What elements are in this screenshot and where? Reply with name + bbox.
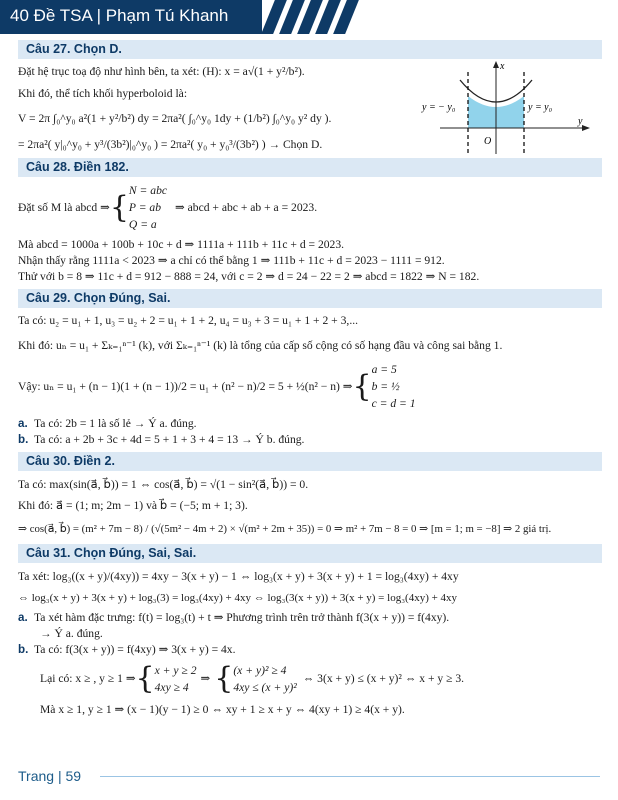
right-bound-label: y = y₀ xyxy=(528,102,553,113)
y-axis-label: y xyxy=(578,116,583,127)
q31-system-a xyxy=(155,662,197,696)
q29-system-line xyxy=(18,361,602,412)
q29-system xyxy=(372,361,416,412)
q27-heading: Câu 27. Chọn D. xyxy=(18,40,602,59)
q29-sys-2: b = ½ xyxy=(371,380,400,393)
q29-sys-3: c = d = 1 xyxy=(371,397,416,410)
origin-label: O xyxy=(484,136,492,147)
q28-line-3: Nhận thấy rằng 1111a < 2023 ⇒ a chỉ có thể bằng 1 ⇒ 111b + 11c + d = 2023 − 1111 = 912. xyxy=(18,254,445,267)
q31-b-label: b. xyxy=(18,643,29,656)
q28-heading: Câu 28. Điền 182. xyxy=(18,158,602,177)
q28-system xyxy=(129,182,167,233)
q29-line-1: Ta có: u₂ = u₁ + 1, u₃ = u₂ + 2 = u₁ + 1 + 2, u₄ = u₃ + 3 = u₁ + 1 + 2 + 3,... xyxy=(18,314,359,327)
q29-option-a xyxy=(18,416,602,432)
q30-line-2: Khi đó: a⃗ = (1; m; 2m − 1) và b⃗ = (−5; m + 1; 3). xyxy=(18,499,248,512)
left-bound-label: y = − y₀ xyxy=(422,102,456,113)
q30-heading: Câu 30. Điền 2. xyxy=(18,452,602,471)
q31-option-b xyxy=(18,642,602,658)
q28-system-line xyxy=(18,182,602,233)
q29-b-text: Ta có: a + 2b + 3c + 4d = 5 + 1 + 3 + 4 = 13 → Ý b. đúng. xyxy=(34,433,305,446)
solutions-content xyxy=(18,40,602,718)
q27-formula-1: V = 2π ∫₀^y₀ a²(1 + y²/b²) dy = 2πa²( ∫₀^y₀ 1dy + (1/b²) ∫₀^y₀ y² dy ). xyxy=(18,112,332,125)
q31-sysB-2: 4xy ≤ (x + y)² xyxy=(233,681,297,694)
page-footer: Trang | 59 xyxy=(18,768,82,784)
q29-sys-1: a = 5 xyxy=(371,363,397,376)
q29-brace: { xyxy=(352,368,372,404)
q29-a-label: a. xyxy=(18,417,28,430)
q31-brace-a: { xyxy=(135,661,155,696)
q28-after: ⇒ abcd + abc + ab + a = 2023. xyxy=(175,200,318,214)
q31-a-conclusion: → Ý a. đúng. xyxy=(40,627,103,640)
q31-option-a xyxy=(18,610,602,626)
q31-b-l2b: ⇔ 3(x + y) ≤ (x + y)² ⇔ x + y ≥ 3. xyxy=(302,672,465,685)
header-title: 40 Đề TSA | Phạm Tú Khanh xyxy=(10,6,229,25)
q29-b-label: b. xyxy=(18,433,29,446)
q30-line-1: Ta có: max(sin(a⃗, b⃗)) = 1 ⇔ cos(a⃗, b⃗) = √(1 − sin²(a⃗, b⃗)) = 0. xyxy=(18,478,309,491)
q31-brace-b: { xyxy=(214,661,234,696)
q31-heading: Câu 31. Chọn Đúng, Sai, Sai. xyxy=(18,544,602,563)
q27-formula-2: = 2πa²( y|₀^y₀ + y³/(3b²)|₀^y₀ ) = 2πa²( y₀ + y₀³/(3b²) ) → Chọn D. xyxy=(18,138,323,151)
q28-brace: { xyxy=(109,189,129,225)
q31-sysA-1: x + y ≥ 2 xyxy=(154,664,197,677)
q29-line-2: Khi đó: uₙ = u₁ + Σₖ₌₁ⁿ⁻¹ (k), với Σₖ₌₁ⁿ⁻¹ (k) là tổng của cấp số cộng có số hạng đầu và công sai bằng 1. xyxy=(18,339,503,352)
q28-line-4: Thử với b = 8 ⇒ 11c + d = 912 − 888 = 24, với c = 2 ⇒ d = 24 − 22 = 2 ⇒ abcd = 1822 ⇒ N = 182. xyxy=(18,270,480,283)
q30-line-3: ⇒ cos(a⃗, b⃗) = (m² + 7m − 8) / (√(5m² − 4m + 2) × √(m² + 2m + 35)) = 0 ⇒ m² + 7m − 8 = 0 ⇒ [m = 1; m = −8] ⇒ 2 giá trị. xyxy=(18,523,552,535)
q31-b-text: Ta có: f(3(x + y)) = f(4xy) ⇒ 3(x + y) = 4x. xyxy=(34,643,236,656)
q28-line-2: Mà abcd = 1000a + 100b + 10c + d ⇒ 1111a + 111b + 11c + d = 2023. xyxy=(18,238,345,251)
q28-sys-3: Q = a xyxy=(128,218,157,231)
q27-line-2: Khi đó, thể tích khối hyperboloid là: xyxy=(18,87,188,100)
q27-line-1: Đặt hệ trục toạ độ như hình bên, ta xét: (H): x = a√(1 + y²/b²). xyxy=(18,65,305,78)
q31-b-system-line xyxy=(18,662,602,696)
q28-sys-2: P = ab xyxy=(128,201,162,214)
q31-sysB-1: (x + y)² ≥ 4 xyxy=(233,664,287,677)
footer-rule xyxy=(100,776,600,777)
q31-a-text: Ta xét hàm đặc trưng: f(t) = log₃(t) + t ⇒ Phương trình trên trở thành f(3(x + y)) = f(4xy). xyxy=(34,611,450,624)
q31-a-label: a. xyxy=(18,611,28,624)
q28-sys-1: N = abc xyxy=(128,184,168,197)
q29-option-b xyxy=(18,432,602,448)
x-axis-label: x xyxy=(500,61,505,72)
q31-b-line-3: Mà x ≥ 1, y ≥ 1 ⇒ (x − 1)(y − 1) ≥ 0 ⇔ xy + 1 ≥ x + y ⇔ 4(xy + 1) ≥ 4(x + y). xyxy=(40,703,405,716)
q28-intro: Đặt số M là abcd ⇒ xyxy=(18,200,110,214)
q29-heading: Câu 29. Chọn Đúng, Sai. xyxy=(18,289,602,308)
q31-system-b xyxy=(233,662,296,696)
q31-line-2: ⇔ log₃(x + y) + 3(x + y) + log₃(3) = log₃(4xy) + 4xy ⇔ log₃(3(x + y)) + 3(x + y) = log₃(4xy) + 4xy xyxy=(18,592,458,604)
q29-a-text: Ta có: 2b = 1 là số lẻ → Ý a. đúng. xyxy=(34,417,197,430)
q31-line-1: Ta xét: log₃((x + y)/(4xy)) = 4xy − 3(x + y) − 1 ⇔ log₃(x + y) + 3(x + y) + 1 = log₃(4xy) + 4xy xyxy=(18,570,459,583)
q31-b-l2a: Lại có: x ≥ , y ≥ 1 ⇒ xyxy=(40,672,136,685)
q31-sysA-2: 4xy ≥ 4 xyxy=(154,681,189,694)
page-header xyxy=(0,0,618,34)
q31-b-mid: ⇒ xyxy=(200,672,211,685)
q29-line-3: Vậy: uₙ = u₁ + (n − 1)(1 + (n − 1))/2 = u₁ + (n² − n)/2 = 5 + ½(n² − n) ⇒ xyxy=(18,379,353,393)
